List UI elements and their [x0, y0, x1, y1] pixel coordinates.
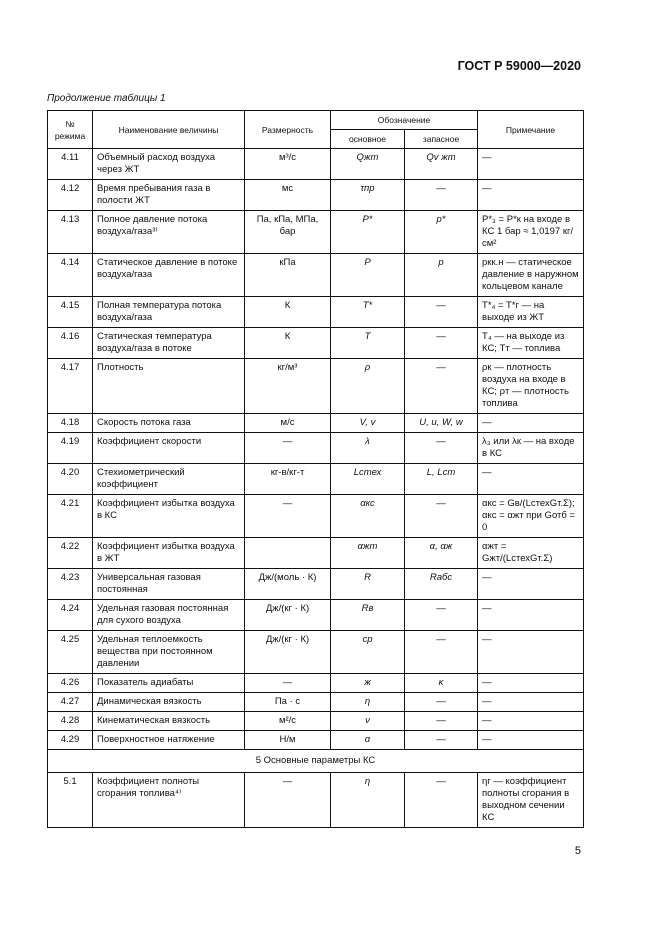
cell-spare: —: [405, 712, 478, 731]
cell-unit: —: [245, 674, 331, 693]
cell-mode: 4.29: [48, 731, 93, 750]
cell-mode: 4.21: [48, 495, 93, 538]
cell-name: Универсальная газовая постоянная: [93, 569, 245, 600]
cell-spare: —: [405, 433, 478, 464]
table-row: [48, 149, 584, 180]
cell-note: pкк.н — статическое давление в наружном кольцевом канале: [478, 254, 584, 297]
cell-note: —: [478, 569, 584, 600]
table-row: [48, 773, 584, 828]
cell-mode: 4.11: [48, 149, 93, 180]
cell-mode: 4.15: [48, 297, 93, 328]
cell-unit: кПа: [245, 254, 331, 297]
col-designation-header: Обозначение: [331, 111, 478, 130]
standard-header: ГОСТ Р 59000—2020: [457, 59, 581, 73]
cell-name: Полное давление потока воздуха/газа³⁾: [93, 211, 245, 254]
col-unit-header: Размерность: [245, 111, 331, 149]
cell-mode: 4.18: [48, 414, 93, 433]
section-heading: 5 Основные параметры КС: [48, 750, 584, 773]
table-row: [48, 731, 584, 750]
cell-mode: 4.12: [48, 180, 93, 211]
cell-name: Коэффициент скорости: [93, 433, 245, 464]
table-row: [48, 693, 584, 712]
cell-spare: —: [405, 600, 478, 631]
cell-mode: 4.13: [48, 211, 93, 254]
col-note-header: Примечание: [478, 111, 584, 149]
table-row: [48, 600, 584, 631]
cell-main: Lстех: [331, 464, 405, 495]
cell-unit: м²/с: [245, 712, 331, 731]
cell-spare: α, αж: [405, 538, 478, 569]
cell-unit: К: [245, 297, 331, 328]
cell-main: λ: [331, 433, 405, 464]
cell-spare: Qv жт: [405, 149, 478, 180]
page-number: 5: [574, 845, 581, 857]
table-caption: Продолжение таблицы 1: [47, 93, 166, 104]
cell-note: —: [478, 600, 584, 631]
cell-spare: U, u, W, w: [405, 414, 478, 433]
cell-main: Qжт: [331, 149, 405, 180]
cell-name: Объемный расход воздуха через ЖТ: [93, 149, 245, 180]
cell-spare: L, Lст: [405, 464, 478, 495]
cell-name: Коэффициент избытка воздуха в ЖТ: [93, 538, 245, 569]
cell-mode: 4.22: [48, 538, 93, 569]
cell-main: T*: [331, 297, 405, 328]
table-row: [48, 631, 584, 674]
cell-unit: Дж/(кг · К): [245, 631, 331, 674]
col-spare-header: запасное: [405, 130, 478, 149]
cell-name: Время пребывания газа в полости ЖТ: [93, 180, 245, 211]
cell-note: T₄ — на выходе из КС; Tт — топлива: [478, 328, 584, 359]
cell-name: Статическое давление в потоке воздуха/газа: [93, 254, 245, 297]
cell-unit: мс: [245, 180, 331, 211]
cell-name: Коэффициент полноты сгорания топлива⁴⁾: [93, 773, 245, 828]
cell-note: —: [478, 693, 584, 712]
cell-spare: —: [405, 297, 478, 328]
cell-name: Стехиометрический коэффициент: [93, 464, 245, 495]
cell-note: —: [478, 180, 584, 211]
cell-unit: Па · с: [245, 693, 331, 712]
cell-spare: —: [405, 693, 478, 712]
cell-main: α: [331, 731, 405, 750]
cell-unit: Па, кПа, МПа, бар: [245, 211, 331, 254]
cell-mode: 4.24: [48, 600, 93, 631]
cell-main: αжт: [331, 538, 405, 569]
cell-spare: Rабс: [405, 569, 478, 600]
cell-note: —: [478, 674, 584, 693]
cell-mode: 4.16: [48, 328, 93, 359]
cell-main: T: [331, 328, 405, 359]
cell-unit: —: [245, 433, 331, 464]
table-row: [48, 674, 584, 693]
cell-main: Rв: [331, 600, 405, 631]
cell-note: —: [478, 631, 584, 674]
cell-spare: —: [405, 631, 478, 674]
cell-main: η: [331, 773, 405, 828]
table-row: [48, 254, 584, 297]
cell-unit: Дж/(кг · К): [245, 600, 331, 631]
cell-note: —: [478, 414, 584, 433]
col-mode-header: № режима: [48, 111, 93, 149]
cell-name: Кинематическая вязкость: [93, 712, 245, 731]
table-row: [48, 359, 584, 414]
cell-name: Поверхностное натяжение: [93, 731, 245, 750]
cell-mode: 4.28: [48, 712, 93, 731]
table-row: [48, 538, 584, 569]
cell-name: Плотность: [93, 359, 245, 414]
cell-note: αжт = Gжт/(LстехGт.Σ): [478, 538, 584, 569]
cell-mode: 4.23: [48, 569, 93, 600]
cell-main: P: [331, 254, 405, 297]
cell-mode: 5.1: [48, 773, 93, 828]
cell-unit: м³/с: [245, 149, 331, 180]
cell-name: Полная температура потока воздуха/газа: [93, 297, 245, 328]
cell-note: —: [478, 712, 584, 731]
table-row: [48, 297, 584, 328]
cell-main: η: [331, 693, 405, 712]
cell-unit: К: [245, 328, 331, 359]
cell-mode: 4.25: [48, 631, 93, 674]
cell-name: Удельная теплоемкость вещества при постоянном давлении: [93, 631, 245, 674]
cell-note: T*₄ = T*г — на выходе из ЖТ: [478, 297, 584, 328]
cell-unit: [245, 538, 331, 569]
cell-spare: —: [405, 773, 478, 828]
cell-main: ν: [331, 712, 405, 731]
cell-unit: Дж/(моль · К): [245, 569, 331, 600]
cell-spare: —: [405, 328, 478, 359]
cell-main: τпр: [331, 180, 405, 211]
cell-note: —: [478, 731, 584, 750]
table-row: [48, 712, 584, 731]
cell-mode: 4.26: [48, 674, 93, 693]
cell-name: Удельная газовая постоянная для сухого воздуха: [93, 600, 245, 631]
cell-spare: p*: [405, 211, 478, 254]
cell-name: Статическая температура воздуха/газа в потоке: [93, 328, 245, 359]
cell-mode: 4.20: [48, 464, 93, 495]
cell-spare: κ: [405, 674, 478, 693]
table-row: [48, 433, 584, 464]
parameters-table: [47, 110, 584, 828]
cell-spare: —: [405, 731, 478, 750]
cell-mode: 4.27: [48, 693, 93, 712]
cell-unit: м/с: [245, 414, 331, 433]
cell-main: V, v: [331, 414, 405, 433]
table-row: [48, 495, 584, 538]
cell-unit: кг/м³: [245, 359, 331, 414]
cell-main: αкс: [331, 495, 405, 538]
cell-main: R: [331, 569, 405, 600]
table-row: [48, 569, 584, 600]
cell-note: —: [478, 149, 584, 180]
table-row: [48, 414, 584, 433]
cell-mode: 4.14: [48, 254, 93, 297]
cell-unit: кг-в/кг-т: [245, 464, 331, 495]
cell-main: P*: [331, 211, 405, 254]
cell-mode: 4.19: [48, 433, 93, 464]
cell-name: Коэффициент избытка воздуха в КС: [93, 495, 245, 538]
cell-spare: —: [405, 180, 478, 211]
cell-note: ηг — коэффициент полноты сгорания в выходном сечении КС: [478, 773, 584, 828]
cell-note: —: [478, 464, 584, 495]
table-row: [48, 211, 584, 254]
cell-name: Динамическая вязкость: [93, 693, 245, 712]
cell-main: ж: [331, 674, 405, 693]
cell-unit: —: [245, 495, 331, 538]
cell-note: P*₃ = P*к на входе в КС 1 бар ≈ 1,0197 кг/см²: [478, 211, 584, 254]
table-row: [48, 328, 584, 359]
cell-mode: 4.17: [48, 359, 93, 414]
cell-unit: Н/м: [245, 731, 331, 750]
table-row: [48, 464, 584, 495]
cell-spare: p: [405, 254, 478, 297]
cell-note: ρк — плотность воздуха на входе в КС; ρт — плотность топлива: [478, 359, 584, 414]
cell-unit: —: [245, 773, 331, 828]
cell-main: cp: [331, 631, 405, 674]
cell-name: Скорость потока газа: [93, 414, 245, 433]
cell-name: Показатель адиабаты: [93, 674, 245, 693]
col-main-header: основное: [331, 130, 405, 149]
table-row: [48, 180, 584, 211]
cell-main: ρ: [331, 359, 405, 414]
cell-note: λ₃ или λк — на входе в КС: [478, 433, 584, 464]
cell-spare: —: [405, 359, 478, 414]
col-name-header: Наименование величины: [93, 111, 245, 149]
cell-spare: —: [405, 495, 478, 538]
cell-note: αкс = Gв/(LстехGт.Σ); αкс = αжт при Gотб = 0: [478, 495, 584, 538]
